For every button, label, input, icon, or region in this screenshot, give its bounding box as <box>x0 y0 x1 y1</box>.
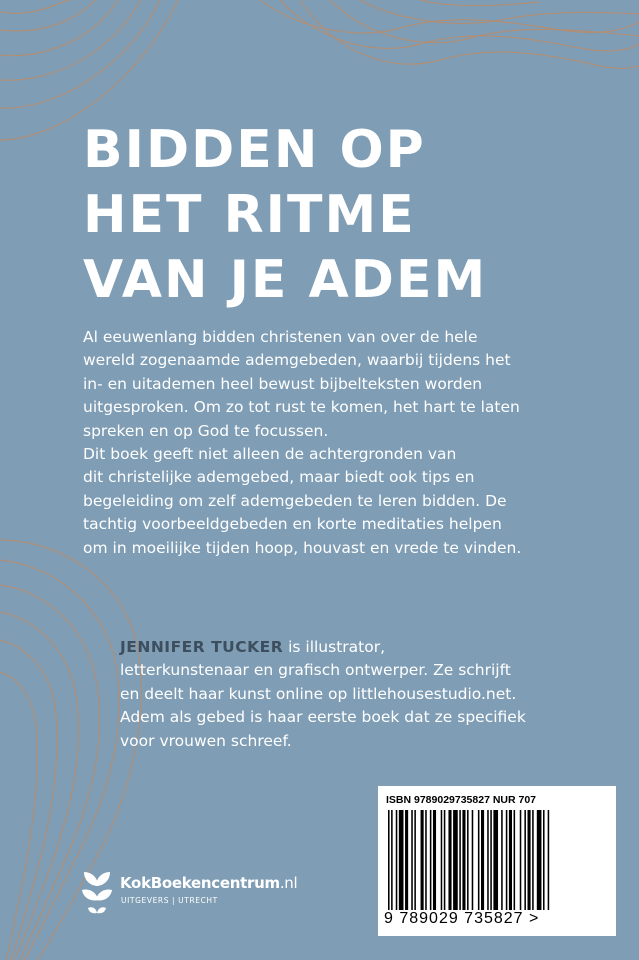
author-bio-line: letterkunstenaar en grafisch ontwerper. Ze schrijft <box>120 661 511 680</box>
barcode-bar <box>399 810 404 910</box>
description-line: uitgesproken. Om zo tot rust te komen, het hart te laten <box>83 398 520 417</box>
barcode-bar <box>448 810 451 910</box>
barcode-bar <box>405 810 408 910</box>
author-bio-line: Adem als gebed is haar eerste boek dat ze specifiek <box>120 708 526 727</box>
author-bio-line: en deelt haar kunst online op littlehousestudio.net. <box>120 684 517 703</box>
description-line: in- en uitademen heel bewust bijbelteksten worden <box>83 374 483 393</box>
barcode-bar <box>472 810 474 910</box>
publisher-logo <box>80 868 340 918</box>
description-line: tachtig voorbeeldgebeden en korte meditaties helpen <box>83 515 502 534</box>
author-bio-line: voor vrouwen schreef. <box>120 731 292 750</box>
barcode-bar <box>388 810 390 910</box>
barcode-bar <box>537 810 542 910</box>
title-line: HET RITME <box>83 185 416 245</box>
title-line: VAN JE ADEM <box>83 250 488 310</box>
book-title <box>83 118 603 313</box>
author-bio-text: is illustrator, <box>283 638 386 656</box>
publisher-name-bold: KokBoekencentrum <box>120 874 280 892</box>
book-description <box>83 326 603 560</box>
barcode-bar <box>490 810 492 910</box>
barcode-bar <box>528 810 531 910</box>
barcode-bar <box>493 810 498 910</box>
barcode-bar <box>487 810 489 910</box>
barcode-bar <box>481 810 484 910</box>
publisher-name <box>120 874 297 892</box>
isbn-label: ISBN 9789029735827 NUR 707 <box>386 794 537 806</box>
barcode-bar <box>467 810 469 910</box>
barcode-bar <box>425 810 427 910</box>
kok-leaf-logo-icon <box>80 868 114 916</box>
author-bio <box>120 636 620 753</box>
barcode-bar <box>444 810 446 910</box>
barcode-bar <box>421 810 424 910</box>
description-line: Dit boek geeft niet alleen de achtergronden van <box>83 445 457 464</box>
barcode-bar <box>441 810 443 910</box>
description-line: Al eeuwenlang bidden christenen van over de hele <box>83 328 478 346</box>
barcode-bar <box>520 810 522 910</box>
description-line: dit christelijke ademgebed, maar biedt ook tips en <box>83 468 475 487</box>
barcode-bars <box>388 810 606 910</box>
barcode-bar <box>411 810 413 910</box>
barcode-bar <box>514 810 516 910</box>
barcode-bar <box>453 810 458 910</box>
barcode-bar <box>506 810 508 910</box>
barcode-bar <box>414 810 416 910</box>
barcode-bar <box>462 810 465 910</box>
description-line: om in moeilijke tijden hoop, houvast en vrede te vinden. <box>83 538 522 557</box>
barcode-bar <box>501 810 503 910</box>
barcode-bar <box>430 810 432 910</box>
description-line: wereld zogenaamde ademgebeden, waarbij tijdens het <box>83 351 511 370</box>
barcode-bar <box>548 810 550 910</box>
author-bio-first-line <box>120 636 620 659</box>
barcode-bar <box>532 810 534 910</box>
publisher-name-suffix: .nl <box>279 874 298 892</box>
description-line: spreken en op God te focussen. <box>83 421 329 440</box>
title-line: BIDDEN OP <box>83 120 426 180</box>
barcode-bar <box>391 810 393 910</box>
barcode-bar <box>433 810 436 910</box>
barcode-bar <box>396 810 398 910</box>
isbn-digits: 9 789029 735827 > <box>384 910 540 927</box>
barcode-bar <box>543 810 545 910</box>
author-name: JENNIFER TUCKER <box>120 638 284 656</box>
description-line: begeleiding om zelf ademgebeden te leren bidden. De <box>83 491 507 510</box>
barcode-bar <box>509 810 512 910</box>
barcode-bar <box>459 810 461 910</box>
isbn-barcode <box>378 786 616 936</box>
barcode-bar <box>478 810 480 910</box>
publisher-subtitle: UITGEVERS | UTRECHT <box>121 896 218 905</box>
barcode-bar <box>524 810 526 910</box>
